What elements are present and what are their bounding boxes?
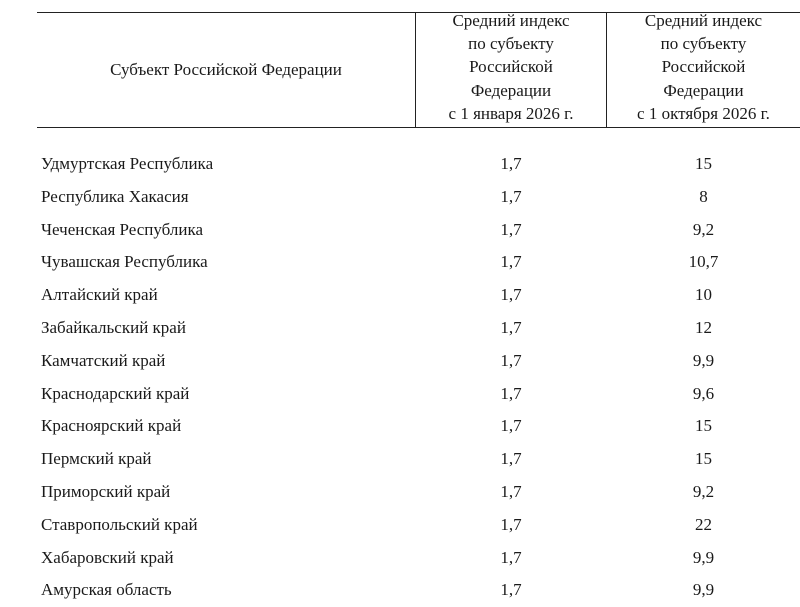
header-oct-line: Средний индекс — [644, 10, 763, 30]
index-oct: 9,9 — [692, 350, 715, 370]
subject-name: Приморский край — [41, 481, 171, 501]
index-oct: 10,7 — [688, 252, 719, 272]
subject-name: Ставропольский край — [41, 514, 198, 534]
index-oct: 9,2 — [692, 219, 715, 239]
index-jan: 1,7 — [500, 383, 522, 403]
subject-name: Чеченская Республика — [41, 219, 203, 239]
subject-name: Хабаровский край — [41, 547, 174, 567]
index-jan: 1,7 — [500, 514, 522, 534]
index-jan: 1,7 — [500, 252, 522, 272]
header-jan-line: с 1 января 2026 г. — [448, 103, 574, 123]
table-row — [0, 410, 800, 443]
header-oct-line: с 1 октября 2026 г. — [637, 103, 770, 123]
index-jan: 1,7 — [500, 481, 522, 501]
index-oct: 15 — [695, 154, 712, 173]
header-jan-text — [449, 9, 574, 125]
table-row — [0, 509, 800, 542]
subject-name: Красноярский край — [41, 416, 182, 436]
index-oct: 9,6 — [692, 383, 715, 403]
index-oct: 12 — [695, 317, 712, 337]
index-jan: 1,7 — [500, 449, 522, 469]
table-row — [0, 246, 800, 279]
header-jan-line: Федерации — [470, 80, 552, 100]
index-jan: 1,7 — [500, 285, 522, 305]
header-jan-line: по субъекту — [468, 34, 554, 54]
header-jan — [416, 0, 606, 127]
header-oct-line: Федерации — [663, 80, 744, 100]
subject-name: Амурская область — [41, 580, 172, 600]
table-row — [0, 443, 800, 476]
table-row — [0, 542, 800, 575]
table-row — [0, 279, 800, 312]
subject-name: Камчатский край — [41, 350, 166, 370]
index-jan: 1,7 — [500, 350, 522, 370]
index-jan: 1,7 — [500, 580, 522, 600]
header-subject-label: Субъект Российской Федерации — [110, 59, 342, 79]
table-row — [0, 476, 800, 509]
index-oct: 9,9 — [692, 547, 715, 567]
index-oct: 10 — [695, 285, 712, 305]
table-row — [0, 378, 800, 411]
header-oct-line: Российской — [661, 57, 746, 77]
table-row — [0, 214, 800, 247]
index-jan: 1,7 — [500, 186, 522, 206]
subject-name: Чувашская Республика — [41, 252, 208, 272]
subject-name: Пермский край — [41, 449, 152, 469]
header-oct — [607, 0, 800, 127]
header-jan-line: Российской — [469, 57, 553, 77]
table-row — [0, 312, 800, 345]
header-oct-text — [637, 9, 770, 125]
index-jan: 1,7 — [500, 154, 522, 173]
header-oct-line: по субъекту — [660, 34, 747, 54]
index-jan: 1,7 — [500, 416, 522, 436]
index-oct: 8 — [699, 186, 708, 206]
header-bottom-border — [37, 127, 800, 128]
index-jan: 1,7 — [500, 547, 522, 567]
table-row — [0, 148, 800, 181]
subject-name: Алтайский край — [41, 285, 158, 305]
header-jan-line: Средний индекс — [452, 10, 570, 30]
table-body — [0, 148, 800, 607]
index-jan: 1,7 — [500, 317, 522, 337]
index-jan: 1,7 — [500, 219, 522, 239]
table-row — [0, 345, 800, 378]
header-subject — [37, 0, 415, 127]
subject-name: Удмуртская Республика — [41, 154, 214, 173]
table-row — [0, 181, 800, 214]
subject-name: Республика Хакасия — [41, 186, 189, 206]
index-oct: 15 — [695, 416, 712, 436]
subject-name: Краснодарский край — [41, 383, 190, 403]
subject-name: Забайкальский край — [41, 317, 186, 337]
index-oct: 9,2 — [692, 481, 715, 501]
table-row — [0, 574, 800, 607]
index-oct: 9,9 — [692, 580, 715, 600]
index-oct: 22 — [695, 514, 712, 534]
index-oct: 15 — [695, 449, 712, 469]
